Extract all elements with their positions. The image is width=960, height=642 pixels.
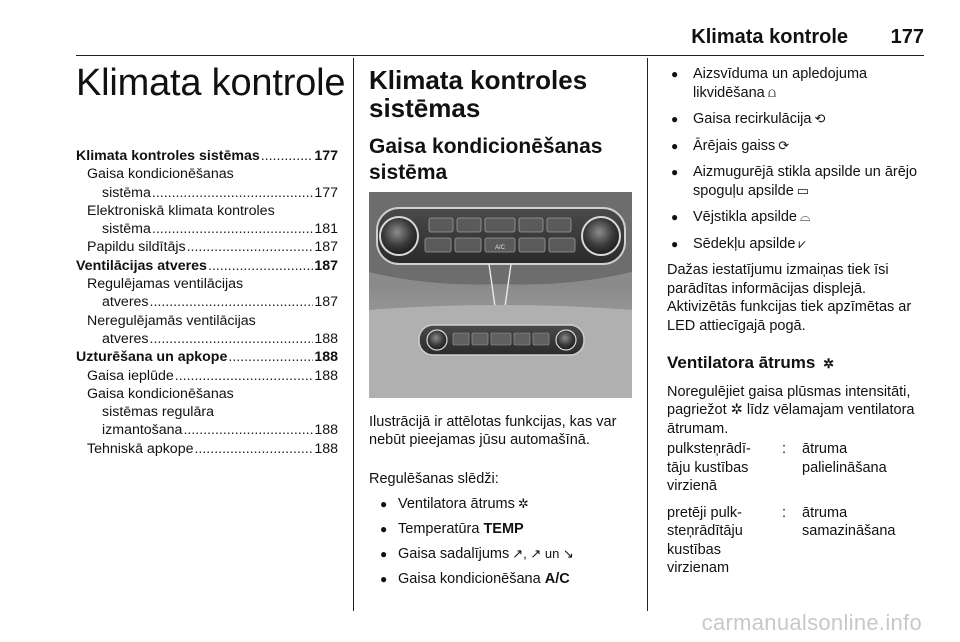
toc-entry-page: 188 bbox=[314, 422, 338, 439]
toc-entry-page: 181 bbox=[314, 221, 338, 238]
toc-leader-dots bbox=[150, 330, 314, 348]
page-header-title: Klimata kontrole bbox=[691, 26, 848, 48]
bullet-icon: ● bbox=[671, 138, 679, 153]
toc-leader-dots bbox=[152, 220, 313, 238]
right-bullets bbox=[667, 65, 929, 253]
switches-list bbox=[369, 496, 639, 596]
table-of-contents bbox=[76, 147, 338, 458]
photo-caption: Ilustrācijā ir attēlotas funkcijas, kas var nebūt pieejamas jūsu automašīnā. bbox=[369, 414, 617, 449]
toc-entry-label: izmantošana bbox=[102, 422, 183, 439]
toc-entry-label: atveres bbox=[102, 330, 149, 347]
panel-ac-label: A/C bbox=[494, 245, 506, 251]
function-item-text: Aizmugurējā stikla apsilde un ārējo spoguļu apsilde bbox=[693, 164, 918, 199]
subsection-title: Gaisa kondicionēšanas sistēma bbox=[369, 135, 603, 184]
toc-leader-dots bbox=[183, 421, 313, 439]
function-item-body bbox=[693, 235, 806, 254]
function-item-text: Gaisa recirkulācija bbox=[693, 111, 812, 127]
right-column bbox=[667, 65, 929, 578]
function-item-icon: ⩗ bbox=[798, 235, 806, 251]
middle-column bbox=[369, 66, 635, 186]
toc-entry-label: Klimata kontroles sistēmas bbox=[76, 148, 260, 164]
toc-entry bbox=[76, 421, 338, 439]
bullet-icon: ● bbox=[671, 67, 679, 81]
switch-item-text: Ventilatora ātrums bbox=[398, 496, 515, 512]
column-divider-right bbox=[647, 58, 648, 611]
lower-left-knob bbox=[427, 330, 447, 350]
bullet-icon: ● bbox=[380, 547, 388, 561]
function-item-icon: ⩍ bbox=[767, 84, 777, 100]
function-item bbox=[667, 163, 929, 200]
toc-entry-page: 187 bbox=[314, 239, 338, 256]
toc-entry-label: atveres bbox=[102, 294, 149, 311]
switch-item bbox=[369, 571, 639, 596]
toc-entry bbox=[76, 147, 338, 165]
toc-leader-dots bbox=[228, 348, 313, 366]
toc-leader-dots bbox=[187, 238, 314, 256]
toc-entry bbox=[76, 330, 338, 348]
definition-colon: : bbox=[782, 504, 787, 521]
climate-control-panel-photo bbox=[369, 192, 632, 398]
fan-speed-text: Noregulējiet gaisa plūsmas intensitāti, pagriežot ✲ līdz vēlamajam ventilatora ātrumam. bbox=[667, 383, 915, 437]
toc-entry-text: Elektroniskā klimata kontroles bbox=[87, 202, 275, 219]
toc-entry-label: Tehniskā apkope bbox=[87, 440, 194, 457]
toc-leader-dots bbox=[150, 293, 314, 311]
switch-item bbox=[369, 496, 639, 521]
switch-item-icon: ✲ bbox=[517, 496, 529, 511]
toc-entry-label: Gaisa ieplūde bbox=[87, 367, 174, 384]
definition-colon: : bbox=[782, 441, 787, 457]
toc-entry-text: Gaisa kondicionēšanas bbox=[87, 166, 234, 183]
switches-title: Regulēšanas slēdži: bbox=[369, 471, 499, 487]
toc-entry bbox=[76, 367, 338, 385]
bullet-icon: ● bbox=[380, 522, 388, 536]
function-item-text: Vējstikla apsilde bbox=[693, 209, 797, 225]
bullet-icon: ● bbox=[671, 112, 679, 126]
toc-entry-page: 177 bbox=[314, 148, 338, 164]
header-rule bbox=[76, 55, 924, 56]
switch-item-code: A/C bbox=[544, 571, 570, 587]
toc-entry-page: 188 bbox=[314, 349, 338, 366]
toc-entry-page: 187 bbox=[314, 257, 338, 274]
fan-speed-heading bbox=[667, 354, 929, 374]
lower-panel-buttons bbox=[453, 333, 549, 345]
toc-entry bbox=[76, 184, 338, 202]
function-item bbox=[667, 208, 929, 227]
toc-entry-page: 188 bbox=[314, 330, 338, 347]
toc-entry-text: Regulējamas ventilācijas bbox=[87, 276, 244, 293]
toc-leader-dots bbox=[175, 367, 314, 385]
toc-entry-label: Ventilācijas atveres bbox=[76, 257, 207, 274]
toc-leader-dots bbox=[208, 257, 313, 275]
definition-description: ātruma samazināšana bbox=[802, 504, 896, 539]
definition-gap bbox=[667, 496, 922, 504]
direction-definitions bbox=[667, 440, 929, 578]
function-item-body bbox=[693, 208, 810, 227]
column-divider-left bbox=[353, 58, 354, 611]
toc-entry bbox=[76, 238, 338, 256]
toc-entry-page: 188 bbox=[314, 440, 338, 457]
bullet-icon: ● bbox=[380, 572, 388, 586]
bullet-icon: ● bbox=[671, 236, 679, 251]
function-item-icon: ⟲ bbox=[814, 111, 826, 126]
toc-entry bbox=[76, 348, 338, 366]
toc-leader-dots bbox=[261, 147, 314, 165]
function-item-text: Aizsvīduma un apledojuma likvidēšana bbox=[693, 66, 868, 101]
bullet-icon: ● bbox=[671, 210, 679, 224]
function-item-body bbox=[693, 137, 789, 156]
upper-button-row bbox=[429, 218, 571, 232]
toc-leader-dots bbox=[194, 440, 313, 458]
function-item-text: Sēdekļu apsilde bbox=[693, 235, 796, 252]
switch-item-text: Gaisa sadalījums bbox=[398, 546, 510, 562]
fan-icon: ✲ bbox=[823, 356, 834, 371]
toc-entry-page: 187 bbox=[314, 294, 338, 311]
chapter-title: Klimata kontrole bbox=[76, 62, 346, 104]
toc-entry-label: sistēma bbox=[102, 221, 151, 238]
function-item-icon: ▭ bbox=[796, 182, 810, 198]
switch-item bbox=[369, 521, 639, 546]
bullet-icon: ● bbox=[671, 165, 679, 179]
section-title: Klimata kontroles sistēmas bbox=[369, 65, 588, 123]
switch-item-text: Gaisa kondicionēšana bbox=[398, 571, 541, 587]
lower-right-knob bbox=[556, 330, 576, 350]
definition-term: pulksteņrādī- tāju kustības virzienā bbox=[667, 441, 751, 494]
function-item-icon: ⟳ bbox=[778, 137, 790, 153]
toc-entry bbox=[76, 257, 338, 275]
toc-entry-page: 188 bbox=[314, 367, 338, 384]
definition-term: pretēji pulk- steņrādītāju kustības virzienam bbox=[667, 504, 743, 576]
switch-item-icon: ↗, ↗ un ↘ bbox=[512, 546, 574, 561]
function-item bbox=[667, 137, 929, 156]
page-number: 177 bbox=[890, 26, 924, 48]
watermark: carmanualsonline.info bbox=[701, 610, 922, 635]
info-paragraph: Dažas iestatījumu izmaiņas tiek īsi parādītas informācijas displejā. Aktivizētās funkcijas tiek apzīmētas ar LED attiecīgajā pogā. bbox=[667, 262, 912, 334]
function-item-icon: ⌓ bbox=[799, 209, 811, 224]
toc-entry bbox=[76, 440, 338, 458]
switch-item bbox=[369, 546, 639, 571]
toc-entry-text: Gaisa kondicionēšanas bbox=[87, 385, 234, 402]
function-item-body bbox=[693, 65, 929, 102]
toc-entry-label: sistēma bbox=[102, 184, 151, 201]
function-item-body bbox=[693, 163, 929, 200]
function-item bbox=[667, 110, 929, 129]
toc-leader-dots bbox=[152, 184, 313, 202]
toc-entry bbox=[76, 220, 338, 238]
toc-entry-label: Uzturēšana un apkope bbox=[76, 349, 228, 366]
toc-entry-label: Papildu sildītājs bbox=[87, 239, 186, 256]
right-dial bbox=[582, 217, 620, 255]
toc-entry-page: 177 bbox=[314, 184, 338, 201]
switch-item-text: Temperatūra bbox=[398, 521, 480, 537]
toc-entry-text: Neregulējamās ventilācijas bbox=[87, 312, 256, 329]
toc-entry-text: sistēmas regulāra bbox=[102, 404, 214, 421]
function-item-body bbox=[693, 110, 825, 129]
function-item-text: Ārējais gaiss bbox=[693, 137, 776, 154]
left-dial bbox=[380, 217, 418, 255]
bullet-icon: ● bbox=[380, 497, 388, 511]
definition-description: ātruma palielināšana bbox=[802, 441, 887, 476]
switch-item-code: TEMP bbox=[483, 521, 524, 537]
function-item bbox=[667, 235, 929, 254]
toc-entry bbox=[76, 293, 338, 311]
function-item bbox=[667, 65, 929, 102]
fan-heading-text: Ventilatora ātrums bbox=[667, 353, 816, 372]
